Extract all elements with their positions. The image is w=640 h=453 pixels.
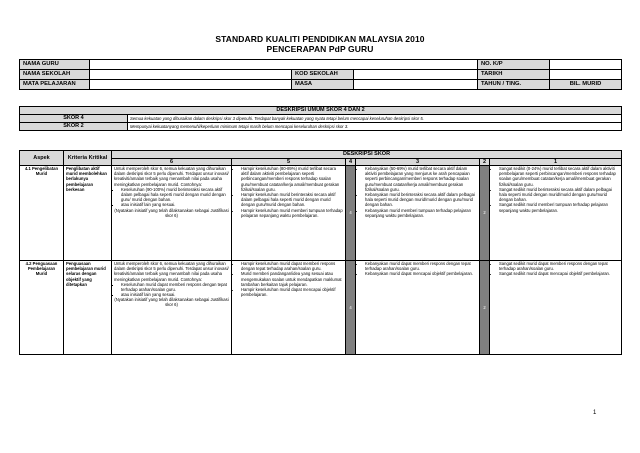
score2-cell: 2 [480,261,490,355]
label-tarikh: TARIKH [478,70,550,80]
score6-intro: Untuk memperoleh skor 6, semua kekuatan yang dihuraikan dalam deskripsi skor 5 perlu dipenuhi. Terdapat unsur inovasi/ kreativiti/amalan terbaik yang menambah nilai pada usaha meningkatkan pembelajaran murid. Contohnya: [114,261,229,282]
score4-cell: 4 [346,261,356,355]
score3-bullet: • Kebanyakan murid memberi tumpuan terhadap pelajaran sepanjang waktu pembelajaran. [365,208,477,218]
score1-bullet: • Sangat sedikit murid dapat memberi respons dengan tepat terhadap arahan/soalan guru. [499,261,619,271]
score1-bullet: • Sangat sedikit murid berinteraksi secara aktif dalam pelbagai hala seperti murid dengan murid/murid dengan guru/murid dengan bahan. [499,187,619,203]
score1-bullet: • Sangat sedikit murid dapat mencapai objektif pembelajaran. [499,271,619,276]
score3-cell [356,261,480,355]
score1-bullet: • Sangat sedikit murid memberi tumpuan terhadap pelajaran sepanjang waktu pembelajaran. [499,202,619,212]
kriteria-cell: Penglibatan aktif murid membolehkan berlakunya pembelajaran berkesan [64,166,112,261]
score5-bullet: • Hampir keseluruhan (80-89%) murid terlibat secara aktif dalam aktiviti pembelajaran seperti perbincangan/memberi respons terhadap soalan guru/membuat catatan/kerja amali/membuat gerakan fizikal/soalan guru. [241,166,343,192]
score5-bullet: • Hampir keseluruhan murid memberi tumpuan terhadap pelajaran sepanjang waktu pembelajaran. [241,208,343,218]
score3-bullet: • Kebanyakan murid dapat mencapai objektif pembelajaran. [365,271,477,276]
score3-bullet: • Kebanyakan murid berinteraksi secara aktif dalam pelbagai hala seperti murid dengan murid/murid dengan guru/murid dengan bahan. [365,192,477,208]
score3-bullet: • Kebanyakan murid dapat memberi respons dengan tepat terhadap arahan/soalan guru. [365,261,477,271]
field-tarikh[interactable] [550,70,622,80]
deskripsi-skor-table [19,150,622,355]
skor4-label: SKOR 4 [20,115,128,123]
table-row [20,166,622,261]
score6-note: (Nyatakan inisiatif yang telah dilaksanakan sebagai Justifikasi skor 6) [114,297,229,308]
label-bil-murid: BIL. MURID [550,80,622,90]
score5-bullet: • Hampir keseluruhan murid dapat mencapai objektif pembelajaran. [241,287,343,297]
header-score-3: 3 [356,158,480,166]
kriteria-cell: Penguasaan pembelajaran murid selaras dengan objektif yang ditetapkan [64,261,112,355]
field-nama-guru[interactable] [90,60,478,70]
score3-cell [356,166,480,261]
score5-bullet: • Murid memberi pandangan/idea yang sesuai atau mengemukakan soalan untuk mendapatkan maklumat tambahan berkaitan tajuk pelajaran. [241,271,343,287]
score6-bullet: ▪ atau inisiatif lain yang sesuai. [121,292,229,297]
skor2-label: SKOR 2 [20,123,128,131]
header-kriteria: Kriteria Kritikal [64,151,112,166]
field-mata-pelajaran[interactable] [90,80,292,90]
score6-cell [112,166,232,261]
score1-bullet: • Sangat sedikit (0-24%) murid terlibat secara aktif dalam aktiviti pembelajaran seperti perbincangan/memberi respons terhadap soalan guru/membuat catatan/kerja amali/membuat gerakan fizikal/soalan guru. [499,166,619,187]
score1-cell [490,261,622,355]
info-table [19,59,622,90]
header-aspek: Aspek [20,151,64,166]
aspek-cell: 4.2 Penguasaan Pembelajaran Murid [20,261,64,355]
score3-bullet: • Kebanyakan (50-69%) murid terlibat secara aktif dalam aktiviti pembelajaran yang menjurus ke arah pencapaian seperti perbincangan/memberi respons terhadap soalan guru/membuat catatan/kerja amali/membuat gerakan fizikal/soalan guru. [365,166,477,192]
skor4-text: Semua kekuatan yang dihuraikan dalam deskripsi skor 3 dipenuhi. Terdapat banyak kekuatan yang nyata tetapi belum mencapai keseluruhan deskripsi skor 5. [128,115,622,123]
aspek-cell: 4.1 Pengelibatan Murid [20,166,64,261]
field-nama-sekolah[interactable] [90,70,292,80]
page-number: 1 [593,410,597,416]
label-tahun: TAHUN / TING. [478,80,550,90]
label-nama-sekolah: NAMA SEKOLAH [20,70,90,80]
score2-cell: 2 [480,166,490,261]
skor2-text: Mempunyai kekuatanyang memenuhi/keperluan minimum tetapi masih belum mencapai keseluruhan deskripsi skor 3. [128,123,622,131]
score6-intro: Untuk memperoleh skor 6, semua kekuatan yang dihuraikan dalam deskripsi skor 5 perlu dipenuhi. Terdapat unsur inovasi/ kreativiti/amalan terbaik yang menambah nilai pada usaha meningkatkan pembelajaran murid. Contohnya: [114,166,229,187]
score5-bullet: • Hampir keseluruhan murid dapat memberi respons dengan tepat terhadap arahan/soalan guru. [241,261,343,271]
field-masa[interactable] [354,80,478,90]
label-masa: MASA [292,80,354,90]
deskripsi-umum-table [19,106,622,131]
score6-bullet: ▪ atau inisiatif lain yang sesuai. [121,202,229,207]
score5-cell [232,261,346,355]
score6-bullet: ▪ Keseluruhan murid dapat memberi respons dengan tepat terhadap arahan/soalan guru. [121,282,229,292]
page-title: STANDARD KUALITI PENDIDIKAN MALAYSIA 2010 [215,34,425,44]
header-deskripsi-skor: DESKRIPSI SKOR [112,151,622,159]
header-score-5: 5 [232,158,346,166]
label-mata-pelajaran: MATA PELAJARAN [20,80,90,90]
label-kod-sekolah: KOD SEKOLAH [292,70,354,80]
table-row [20,261,622,355]
header-score-1: 1 [490,158,622,166]
score5-bullet: • Hampir keseluruhan murid berinteraksi secara aktif dalam pelbagai hala seperti murid dengan murid dengan guru/murid dengan bahan. [241,192,343,208]
field-kod-sekolah[interactable] [354,70,478,80]
umum-heading: DESKRIPSI UMUM SKOR 4 DAN 2 [20,107,622,115]
page-subtitle: PENCERAPAN PdP GURU [266,44,374,54]
score6-cell [112,261,232,355]
label-nama-guru: NAMA GURU [20,60,90,70]
header-score-4: 4 [346,158,356,166]
label-no-kp: NO. K/P [478,60,550,70]
score1-cell [490,166,622,261]
score4-cell: 4 [346,166,356,261]
header-score-2: 2 [480,158,490,166]
score6-note: (Nyatakan inisiatif yang telah dilaksanakan sebagai Justifikasi skor 6) [114,207,229,218]
score5-cell [232,166,346,261]
header-score-6: 6 [112,158,232,166]
score6-bullet: ▪ Keseluruhan (90-100%) murid berinteraksi secara aktif dalam pelbagai hala seperti murid dengan murid dengan guru/ murid dengan bahan. [121,187,229,203]
field-no-kp[interactable] [550,60,622,70]
